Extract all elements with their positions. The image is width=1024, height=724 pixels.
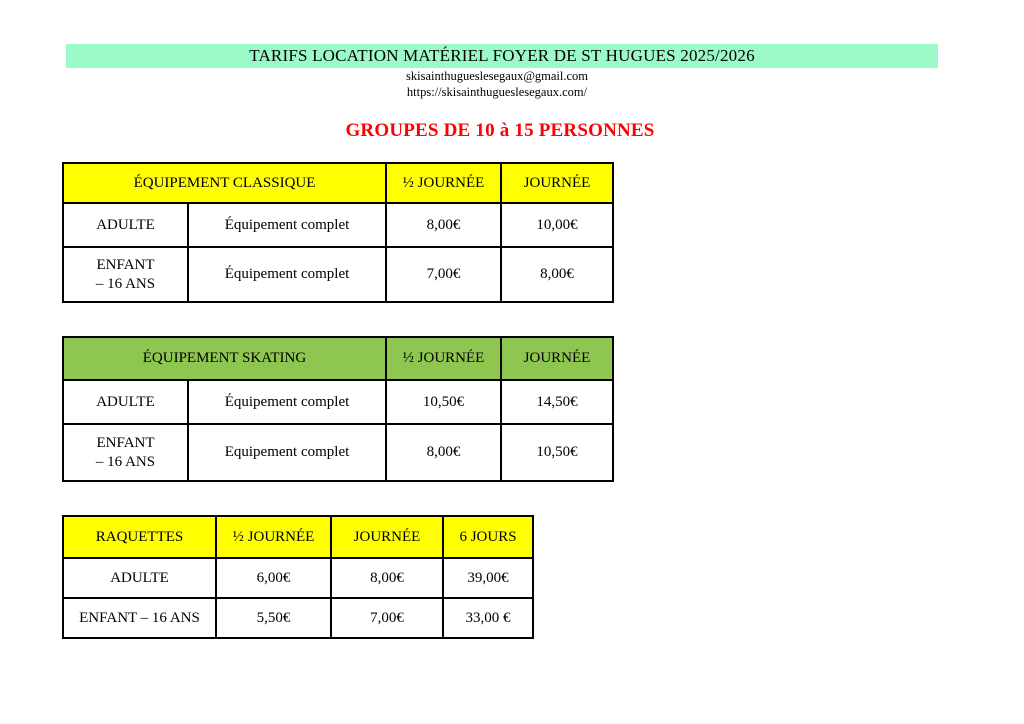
cell-item: Équipement complet [188, 203, 386, 247]
header-cell-title: ÉQUIPEMENT CLASSIQUE [63, 163, 386, 203]
header-cell-full-day: JOURNÉE [331, 516, 443, 558]
table-row [63, 598, 533, 638]
cell-price-half-day: 5,50€ [216, 598, 331, 638]
table-row [63, 247, 613, 302]
header-cell-six-days: 6 JOURS [443, 516, 533, 558]
cell-price-half-day: 8,00€ [386, 424, 501, 481]
cell-category [63, 424, 188, 481]
cell-category: ADULTE [63, 558, 216, 598]
cell-category: ADULTE [63, 380, 188, 424]
document-title: TARIFS LOCATION MATÉRIEL FOYER DE ST HUGUES 2025/2026 [249, 46, 755, 65]
table-row [63, 558, 533, 598]
cell-price-full-day: 14,50€ [501, 380, 613, 424]
cell-category-line1: ENFANT [96, 256, 155, 273]
header-cell-half-day: ½ JOURNÉE [216, 516, 331, 558]
table-row [63, 380, 613, 424]
table-row [63, 203, 613, 247]
header-cell-half-day: ½ JOURNÉE [386, 163, 501, 203]
cell-category-line2: – 16 ANS [95, 453, 156, 470]
table-header-row [63, 516, 533, 558]
cell-price-half-day: 6,00€ [216, 558, 331, 598]
contact-email: skisainthugueslesegaux@gmail.com [406, 69, 588, 83]
table-raquettes [62, 515, 534, 639]
title-banner [66, 44, 938, 68]
cell-price-full-day: 8,00€ [331, 558, 443, 598]
table-equipement-classique [62, 162, 614, 303]
cell-item: Équipement complet [188, 247, 386, 302]
header-cell-half-day: ½ JOURNÉE [386, 337, 501, 380]
contact-website: https://skisainthugueslesegaux.com/ [406, 84, 588, 99]
header-cell-full-day: JOURNÉE [501, 337, 613, 380]
header-cell-title: ÉQUIPEMENT SKATING [63, 337, 386, 380]
cell-item: Equipement complet [188, 424, 386, 481]
cell-price-half-day: 8,00€ [386, 203, 501, 247]
table-equipement-skating [62, 336, 614, 482]
table-row [63, 424, 613, 481]
table-header-row [63, 337, 613, 380]
cell-item: Équipement complet [188, 380, 386, 424]
cell-category: ADULTE [63, 203, 188, 247]
cell-category: ENFANT – 16 ANS [63, 598, 216, 638]
cell-price-six-days: 39,00€ [443, 558, 533, 598]
cell-category-line1: ENFANT [96, 434, 155, 451]
cell-price-full-day: 8,00€ [501, 247, 613, 302]
cell-price-full-day: 10,00€ [501, 203, 613, 247]
header-cell-title: RAQUETTES [63, 516, 216, 558]
cell-price-half-day: 7,00€ [386, 247, 501, 302]
table-header-row [63, 163, 613, 203]
groups-heading: GROUPES DE 10 à 15 PERSONNES [345, 120, 655, 141]
cell-price-half-day: 10,50€ [386, 380, 501, 424]
cell-category-line2: – 16 ANS [95, 275, 156, 292]
cell-price-full-day: 10,50€ [501, 424, 613, 481]
header-cell-full-day: JOURNÉE [501, 163, 613, 203]
cell-category [63, 247, 188, 302]
contact-block [0, 69, 1009, 100]
cell-price-six-days: 33,00 € [443, 598, 533, 638]
cell-price-full-day: 7,00€ [331, 598, 443, 638]
